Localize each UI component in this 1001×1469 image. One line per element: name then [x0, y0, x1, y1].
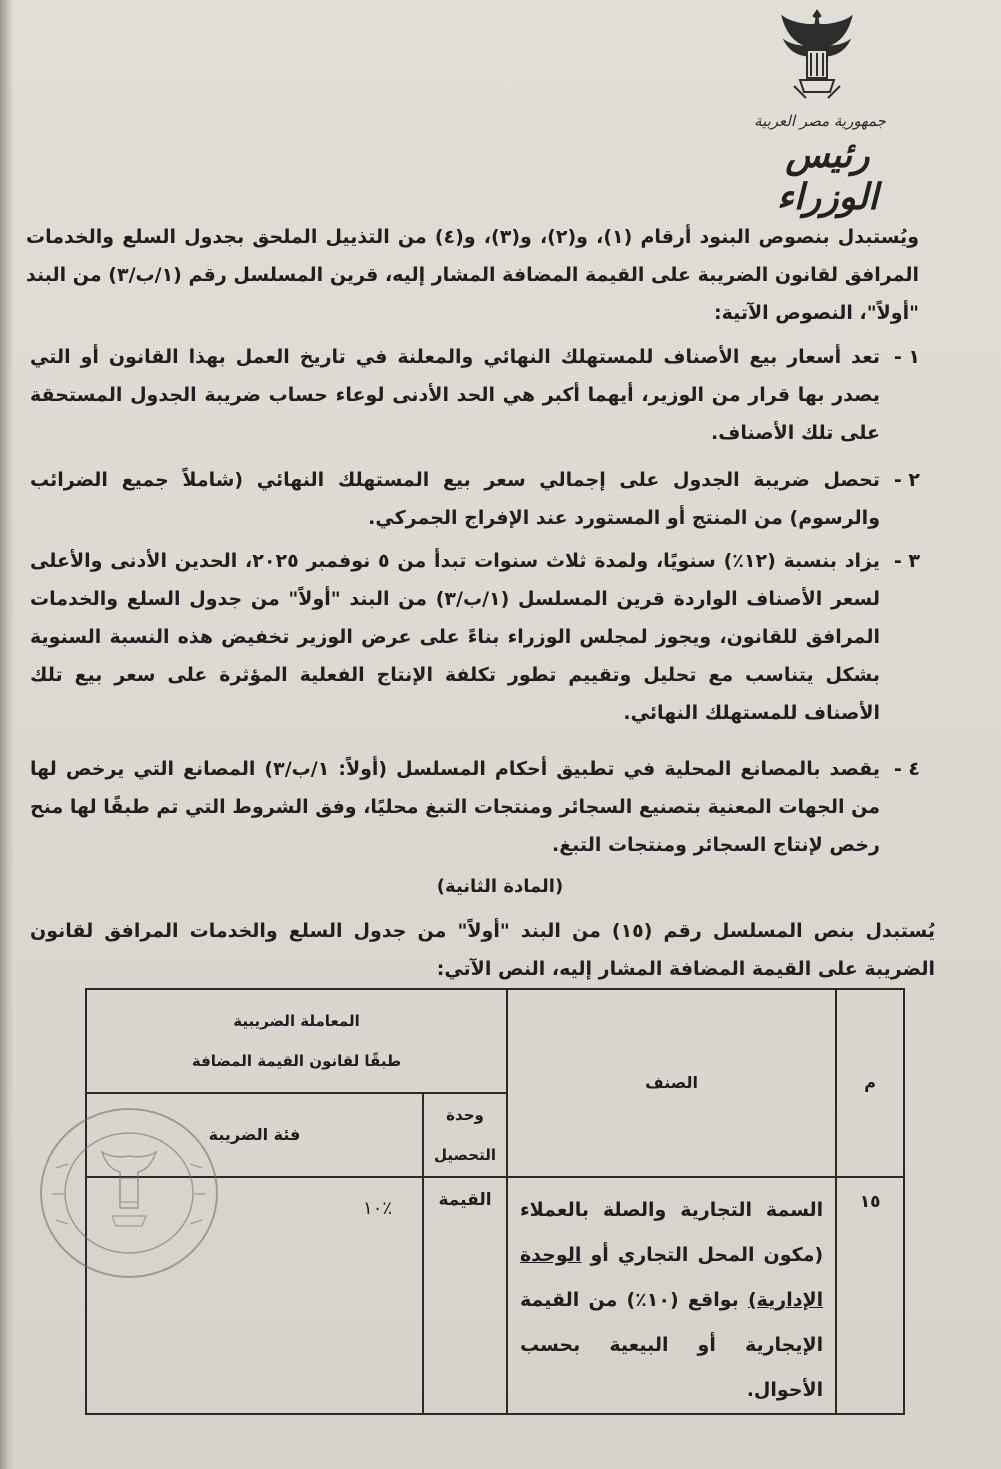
item-1-number: ١ - [893, 346, 920, 368]
row-unit: القيمة [423, 1177, 507, 1414]
row-description-underlined: الوحدة الإدارية) [519, 1244, 824, 1311]
scan-edge [0, 0, 14, 1469]
header-item: الصنف [507, 989, 836, 1177]
intro-paragraph: ويُستبدل بنصوص البنود أرقام (١)، و(٢)، و(٣)، و(٤) من التذييل الملحق بجدول السلع والخدمات المرافق لقانون الضريبة على القيمة المضافة المشار إليه، قرين المسلسل رقم (١/ب/٣) من البند "أولاً"، النصوص الآتية: [26, 226, 919, 324]
item-4-text: يقصد بالمصانع المحلية في تطبيق أحكام المسلسل (أولاً: ١/ب/٣) المصانع التي يرخص لها من الجهات المعنية بتصنيع السجائر ومنتجات التبغ محليًا، وفق الشروط التي تم طبقًا لها منح رخص لإنتاج السجائر ومنتجات التبغ. [30, 758, 880, 856]
header-treatment [86, 989, 507, 1093]
item-4-number: ٤ - [893, 758, 920, 780]
official-seal-icon [34, 1098, 224, 1288]
office-signature: رئيس الوزراء [776, 134, 879, 218]
header-unit-line1: وحدة [446, 1106, 484, 1124]
row-description [507, 1177, 836, 1414]
republic-label: جمهورية مصر العربية [754, 112, 886, 130]
article-2-title: (المادة الثانية) [436, 876, 564, 897]
header-treatment-line1: المعاملة الضريبية [233, 1012, 360, 1030]
header-unit [423, 1093, 507, 1177]
item-2-text: تحصل ضريبة الجدول على إجمالي سعر بيع المستهلك النهائي (شاملاً جميع الضرائب والرسوم) من المنتج أو المستورد عند الإفراج الجمركي. [30, 469, 880, 529]
item-3-text: يزاد بنسبة (١٢٪) سنويًا، ولمدة ثلاث سنوات تبدأ من ٥ نوفمبر ٢٠٢٥، الحدين الأدنى والأعلى لسعر الأصناف الواردة قرين المسلسل (١/ب/٣) من البند "أولاً" من جدول السلع والخدمات المرافق للقانون، ويجوز لمجلس الوزراء بناءً على عرض الوزير تخفيض هذه النسبة السنوية بشكل يتناسب مع تحليل وتقييم تطور تكلفة الإنتاج الفعلية المؤثرة على سعر بيع تلك الأصناف للمستهلك النهائي. [30, 550, 881, 724]
header-serial: م [836, 989, 904, 1177]
header-unit-line2: التحصيل [434, 1146, 496, 1164]
item-1-text: تعد أسعار بيع الأصناف للمستهلك النهائي والمعلنة في تاريخ العمل بهذا القانون أو التي يصدر بها قرار من الوزير، أيهما أكبر هي الحد الأدنى لوعاء حساب ضريبة الجدول المستحقة على تلك الأصناف. [30, 346, 880, 444]
eagle-emblem-icon [776, 6, 858, 104]
row-description-part2: بواقع (١٠٪) من القيمة الإيجارية أو البيعية بحسب الأحوال. [519, 1289, 824, 1401]
row-serial: ١٥ [836, 1177, 904, 1414]
item-3-number: ٣ - [893, 550, 920, 572]
article-2-text: يُستبدل بنص المسلسل رقم (١٥) من البند "أولاً" من جدول السلع والخدمات المرافق لقانون الضريبة على القيمة المضافة المشار إليه، النص الآتي: [30, 920, 935, 980]
header-treatment-line2: طبقًا لقانون القيمة المضافة [191, 1052, 402, 1070]
row-rate: ١٠٪ [86, 1177, 423, 1414]
row-description-part1: السمة التجارية والصلة بالعملاء (مكون المحل التجاري أو [519, 1199, 824, 1266]
header-rate: فئة الضريبة [86, 1093, 423, 1177]
item-2-number: ٢ - [893, 469, 920, 491]
